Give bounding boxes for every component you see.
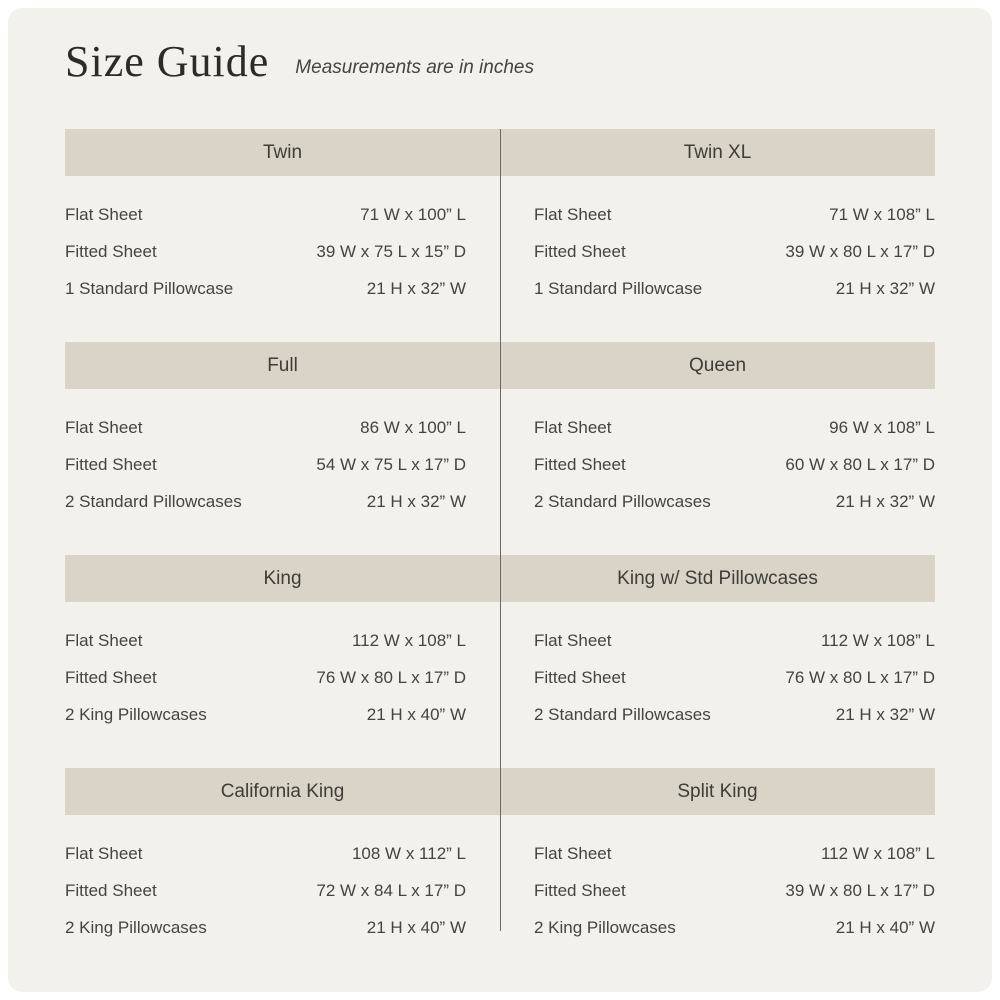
spec-label: Flat Sheet <box>534 630 612 650</box>
section-rows <box>500 835 935 946</box>
size-section <box>65 555 500 768</box>
spec-row <box>500 622 935 659</box>
page-subtitle: Measurements are in inches <box>295 57 534 78</box>
spec-value: 96 W x 108” L <box>829 417 935 437</box>
spec-row <box>500 409 935 446</box>
size-section <box>500 129 935 342</box>
section-header <box>65 342 500 389</box>
spec-value: 60 W x 80 L x 17” D <box>785 454 935 474</box>
section-rows <box>500 196 935 307</box>
section-header <box>65 129 500 176</box>
spec-label: 2 King Pillowcases <box>534 917 676 937</box>
spec-value: 21 H x 32” W <box>835 278 935 298</box>
spec-row <box>500 483 935 520</box>
spec-label: Fitted Sheet <box>65 241 157 261</box>
spec-row <box>65 872 500 909</box>
spec-value: 76 W x 80 L x 17” D <box>316 667 466 687</box>
size-section <box>65 342 500 555</box>
spec-value: 76 W x 80 L x 17” D <box>785 667 935 687</box>
spec-label: Fitted Sheet <box>534 454 626 474</box>
section-rows <box>500 622 935 733</box>
spec-label: Flat Sheet <box>65 204 143 224</box>
title-row <box>65 37 935 86</box>
spec-value: 21 H x 40” W <box>835 917 935 937</box>
spec-value: 21 H x 40” W <box>366 917 466 937</box>
spec-row <box>500 872 935 909</box>
section-header-label: Split King <box>677 780 758 802</box>
spec-row <box>500 696 935 733</box>
spec-row <box>500 835 935 872</box>
section-rows <box>65 196 500 307</box>
spec-value: 112 W x 108” L <box>820 630 935 650</box>
spec-row <box>500 909 935 946</box>
spec-label: Flat Sheet <box>65 630 143 650</box>
spec-row <box>65 270 500 307</box>
section-rows <box>65 409 500 520</box>
spec-value: 39 W x 75 L x 15” D <box>316 241 466 261</box>
spec-label: Fitted Sheet <box>65 667 157 687</box>
section-header-label: Full <box>267 354 298 376</box>
spec-label: 2 Standard Pillowcases <box>65 491 242 511</box>
spec-label: 1 Standard Pillowcase <box>65 278 234 298</box>
size-section <box>500 342 935 555</box>
section-rows <box>500 409 935 520</box>
size-guide-card <box>8 8 992 992</box>
spec-value: 112 W x 108” L <box>351 630 466 650</box>
section-rows <box>65 622 500 733</box>
spec-label: Fitted Sheet <box>534 880 626 900</box>
spec-value: 54 W x 75 L x 17” D <box>316 454 466 474</box>
spec-row <box>65 483 500 520</box>
section-header-label: King w/ Std Pillowcases <box>617 567 818 589</box>
spec-row <box>65 696 500 733</box>
spec-label: Flat Sheet <box>65 843 143 863</box>
section-header-label: King <box>263 567 302 589</box>
section-header <box>500 342 935 389</box>
section-header <box>65 768 500 815</box>
spec-row <box>65 446 500 483</box>
spec-value: 39 W x 80 L x 17” D <box>785 241 935 261</box>
spec-value: 108 W x 112” L <box>351 843 466 863</box>
spec-row <box>65 196 500 233</box>
spec-label: Fitted Sheet <box>534 667 626 687</box>
spec-value: 72 W x 84 L x 17” D <box>316 880 466 900</box>
size-section <box>65 129 500 342</box>
spec-row <box>500 270 935 307</box>
section-header <box>500 129 935 176</box>
spec-value: 21 H x 32” W <box>366 491 466 511</box>
spec-row <box>65 835 500 872</box>
spec-row <box>65 659 500 696</box>
spec-label: Flat Sheet <box>534 843 612 863</box>
spec-label: 2 King Pillowcases <box>65 917 207 937</box>
page-title: Size Guide <box>65 37 270 86</box>
spec-label: 2 Standard Pillowcases <box>534 491 711 511</box>
spec-value: 21 H x 40” W <box>366 704 466 724</box>
size-section <box>65 768 500 981</box>
section-header-label: California King <box>220 780 345 802</box>
spec-label: 2 King Pillowcases <box>65 704 207 724</box>
spec-value: 21 H x 32” W <box>366 278 466 298</box>
section-header <box>65 555 500 602</box>
spec-row <box>65 409 500 446</box>
section-header <box>500 555 935 602</box>
size-table <box>65 129 935 981</box>
spec-label: Flat Sheet <box>534 204 612 224</box>
spec-value: 21 H x 32” W <box>835 491 935 511</box>
spec-label: Fitted Sheet <box>65 880 157 900</box>
spec-label: Fitted Sheet <box>65 454 157 474</box>
spec-row <box>65 909 500 946</box>
section-header-label: Queen <box>688 354 747 376</box>
spec-row <box>65 622 500 659</box>
section-header-label: Twin XL <box>683 141 752 163</box>
size-section <box>500 768 935 981</box>
spec-row <box>500 446 935 483</box>
section-header <box>500 768 935 815</box>
section-header-label: Twin <box>262 141 303 163</box>
spec-label: Flat Sheet <box>65 417 143 437</box>
spec-row <box>500 196 935 233</box>
spec-value: 112 W x 108” L <box>820 843 935 863</box>
spec-value: 39 W x 80 L x 17” D <box>785 880 935 900</box>
spec-row <box>500 659 935 696</box>
spec-value: 86 W x 100” L <box>360 417 466 437</box>
column-divider <box>500 129 501 931</box>
section-rows <box>65 835 500 946</box>
spec-label: 2 Standard Pillowcases <box>534 704 711 724</box>
spec-value: 71 W x 100” L <box>360 204 466 224</box>
spec-row <box>500 233 935 270</box>
spec-label: 1 Standard Pillowcase <box>534 278 703 298</box>
spec-value: 21 H x 32” W <box>835 704 935 724</box>
spec-value: 71 W x 108” L <box>829 204 935 224</box>
spec-label: Fitted Sheet <box>534 241 626 261</box>
spec-row <box>65 233 500 270</box>
size-section <box>500 555 935 768</box>
spec-label: Flat Sheet <box>534 417 612 437</box>
